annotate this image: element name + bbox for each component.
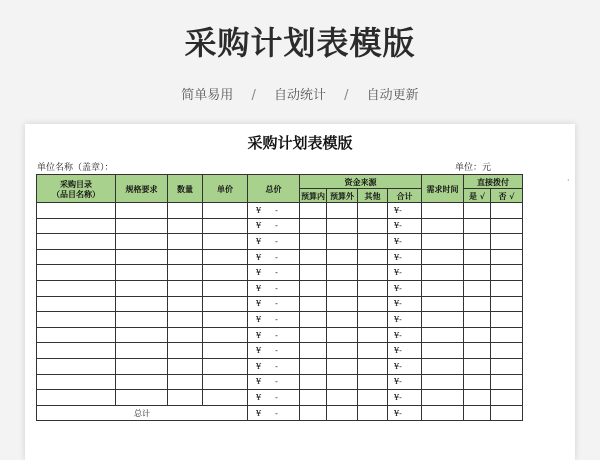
table-cell[interactable]	[37, 203, 116, 219]
funding-cell[interactable]	[358, 265, 388, 281]
table-body	[37, 203, 523, 421]
funding-cell[interactable]	[358, 203, 388, 219]
table-cell[interactable]	[203, 249, 248, 265]
funding-cell[interactable]	[300, 390, 327, 406]
yen-symbol: ¥	[256, 361, 262, 371]
need-time-cell[interactable]	[422, 327, 464, 343]
funding-cell[interactable]	[327, 265, 358, 281]
yen-symbol: ¥	[256, 346, 262, 356]
col-no: 否 √	[491, 189, 523, 203]
table-row	[37, 358, 523, 374]
no-cell[interactable]	[491, 312, 523, 328]
table-cell[interactable]	[116, 358, 168, 374]
table-cell[interactable]	[203, 234, 248, 250]
table-cell[interactable]	[116, 390, 168, 406]
funding-cell[interactable]	[300, 234, 327, 250]
subtotal-cell[interactable]: ¥-	[388, 343, 422, 359]
subtotal-cell[interactable]: ¥-	[388, 203, 422, 219]
table-cell[interactable]	[37, 390, 116, 406]
table-cell[interactable]	[37, 280, 116, 296]
total-price-cell[interactable]	[248, 374, 300, 390]
yen-symbol: ¥	[256, 221, 262, 231]
dash-value: -	[275, 314, 278, 324]
funding-cell[interactable]	[327, 280, 358, 296]
funding-cell[interactable]	[358, 280, 388, 296]
yen-symbol: ¥	[256, 236, 262, 246]
yes-cell[interactable]	[464, 358, 491, 374]
table-row	[37, 234, 523, 250]
dash-value: -	[275, 283, 278, 293]
table-cell[interactable]	[116, 296, 168, 312]
no-cell[interactable]	[491, 358, 523, 374]
col-budget-in: 预算内	[301, 190, 325, 201]
total-price-cell[interactable]	[248, 296, 300, 312]
col-need-time: 需求时间	[422, 175, 464, 203]
table-row	[37, 203, 523, 219]
dash-value: -	[275, 361, 278, 371]
funding-cell[interactable]	[358, 358, 388, 374]
table-row	[37, 265, 523, 281]
table-cell[interactable]	[168, 234, 203, 250]
table-cell[interactable]	[37, 234, 116, 250]
yen-symbol: ¥	[256, 252, 262, 262]
col-funding: 资金来源	[300, 175, 422, 189]
funding-cell[interactable]	[327, 374, 358, 390]
table-cell[interactable]	[203, 280, 248, 296]
table-cell[interactable]	[168, 327, 203, 343]
cell-marker: ·	[567, 176, 570, 185]
yen-symbol: ¥	[256, 377, 262, 387]
table-cell[interactable]	[37, 312, 116, 328]
funding-cell[interactable]	[327, 234, 358, 250]
yes-cell[interactable]	[464, 280, 491, 296]
table-cell[interactable]	[168, 358, 203, 374]
yen-symbol: ¥	[256, 408, 262, 418]
table-cell[interactable]	[37, 374, 116, 390]
no-cell[interactable]	[491, 265, 523, 281]
yes-cell[interactable]	[464, 327, 491, 343]
funding-cell[interactable]	[300, 218, 327, 234]
total-label: 总计	[37, 405, 248, 421]
dash-value: -	[275, 408, 278, 418]
funding-cell[interactable]	[358, 343, 388, 359]
yes-cell[interactable]	[464, 265, 491, 281]
table-cell[interactable]	[116, 312, 168, 328]
total-row	[37, 405, 523, 421]
funding-cell[interactable]	[300, 327, 327, 343]
tag-auto-stats: 自动统计	[273, 88, 326, 103]
funding-cell[interactable]	[358, 312, 388, 328]
currency-unit-label: 单位：元	[455, 163, 492, 173]
spreadsheet-preview	[25, 124, 575, 460]
funding-cell[interactable]	[358, 390, 388, 406]
table-row	[37, 280, 523, 296]
table-cell[interactable]	[37, 249, 116, 265]
total-price-cell[interactable]	[248, 327, 300, 343]
table-cell[interactable]	[37, 296, 116, 312]
no-cell[interactable]	[491, 280, 523, 296]
table-cell[interactable]	[203, 296, 248, 312]
funding-cell[interactable]	[300, 358, 327, 374]
table-row	[37, 374, 523, 390]
yes-cell[interactable]	[464, 405, 491, 421]
yes-cell[interactable]	[464, 234, 491, 250]
no-cell[interactable]	[491, 218, 523, 234]
total-price-cell[interactable]	[248, 234, 300, 250]
table-cell[interactable]	[37, 265, 116, 281]
no-cell[interactable]	[491, 390, 523, 406]
need-time-cell[interactable]	[422, 280, 464, 296]
funding-cell[interactable]	[300, 296, 327, 312]
col-other: 其他	[358, 189, 388, 203]
total-price-cell[interactable]	[248, 203, 300, 219]
no-cell[interactable]	[491, 374, 523, 390]
table-row	[37, 249, 523, 265]
subtotal-cell[interactable]: ¥-	[388, 218, 422, 234]
total-price-cell[interactable]	[248, 312, 300, 328]
yes-cell[interactable]	[464, 390, 491, 406]
funding-cell[interactable]	[358, 234, 388, 250]
subtotal-cell[interactable]: ¥-	[388, 249, 422, 265]
total-price-cell[interactable]	[248, 405, 300, 421]
dash-value: -	[275, 377, 278, 387]
sheet-title: 采购计划表模版	[247, 134, 353, 152]
funding-cell[interactable]	[300, 343, 327, 359]
unit-name-label: 单位名称（盖章）：	[37, 163, 114, 173]
funding-cell[interactable]	[358, 296, 388, 312]
dash-value: -	[275, 236, 278, 246]
table-cell[interactable]	[203, 203, 248, 219]
need-time-cell[interactable]	[422, 390, 464, 406]
funding-cell[interactable]	[327, 203, 358, 219]
table-row	[37, 296, 523, 312]
need-time-cell[interactable]	[422, 405, 464, 421]
dash-value: -	[275, 299, 278, 309]
no-cell[interactable]	[491, 327, 523, 343]
table-row	[37, 343, 523, 359]
table-cell[interactable]	[203, 265, 248, 281]
funding-cell[interactable]	[327, 390, 358, 406]
dash-value: -	[275, 205, 278, 215]
no-cell[interactable]	[491, 203, 523, 219]
funding-cell[interactable]	[358, 327, 388, 343]
col-qty: 数量	[168, 175, 203, 203]
yes-cell[interactable]	[464, 343, 491, 359]
funding-cell[interactable]	[327, 405, 358, 421]
table-cell[interactable]	[116, 234, 168, 250]
dash-value: -	[275, 346, 278, 356]
no-cell[interactable]	[491, 249, 523, 265]
need-time-cell[interactable]	[422, 203, 464, 219]
feature-tags	[0, 84, 600, 103]
funding-cell[interactable]	[327, 218, 358, 234]
yen-symbol: ¥	[256, 299, 262, 309]
dash-value: -	[275, 268, 278, 278]
table-cell[interactable]	[116, 265, 168, 281]
table-row	[37, 327, 523, 343]
table-cell[interactable]	[168, 218, 203, 234]
need-time-cell[interactable]	[422, 374, 464, 390]
yes-cell[interactable]	[464, 296, 491, 312]
table-cell[interactable]	[116, 203, 168, 219]
table-cell[interactable]	[116, 249, 168, 265]
funding-cell[interactable]	[327, 249, 358, 265]
col-direct-pay: 直接拨付	[464, 175, 523, 189]
table-cell[interactable]	[203, 312, 248, 328]
purchase-plan-table	[36, 174, 523, 421]
col-item: 采购目录 （品目名称）	[37, 175, 116, 203]
yen-symbol: ¥	[256, 283, 262, 293]
total-price-cell[interactable]	[248, 218, 300, 234]
table-cell[interactable]	[168, 343, 203, 359]
dash-value: -	[275, 221, 278, 231]
subtotal-cell[interactable]: ¥-	[388, 265, 422, 281]
need-time-cell[interactable]	[422, 358, 464, 374]
subtotal-cell[interactable]: ¥-	[388, 280, 422, 296]
yen-symbol: ¥	[256, 268, 262, 278]
yes-cell[interactable]	[464, 249, 491, 265]
subtotal-cell[interactable]: ¥-	[388, 327, 422, 343]
funding-cell[interactable]	[358, 218, 388, 234]
funding-cell[interactable]	[300, 405, 327, 421]
funding-cell[interactable]	[300, 312, 327, 328]
subtotal-cell[interactable]: ¥-	[388, 405, 422, 421]
yen-symbol: ¥	[256, 314, 262, 324]
table-cell[interactable]	[168, 312, 203, 328]
funding-cell[interactable]	[300, 203, 327, 219]
need-time-cell[interactable]	[422, 218, 464, 234]
table-cell[interactable]	[37, 358, 116, 374]
total-price-cell[interactable]	[248, 343, 300, 359]
no-cell[interactable]	[491, 234, 523, 250]
table-cell[interactable]	[203, 390, 248, 406]
no-cell[interactable]	[491, 343, 523, 359]
yes-cell[interactable]	[464, 203, 491, 219]
funding-cell[interactable]	[327, 312, 358, 328]
table-cell[interactable]	[203, 374, 248, 390]
yes-cell[interactable]	[464, 312, 491, 328]
total-price-cell[interactable]	[248, 265, 300, 281]
total-price-cell[interactable]	[248, 390, 300, 406]
no-cell[interactable]	[491, 405, 523, 421]
table-cell[interactable]	[203, 327, 248, 343]
tag-separator: /	[344, 88, 349, 103]
table-cell[interactable]	[203, 358, 248, 374]
table-cell[interactable]	[168, 249, 203, 265]
dash-value: -	[275, 392, 278, 402]
col-budget-out: 预算外	[327, 189, 358, 203]
col-yes: 是 √	[464, 189, 491, 203]
funding-cell[interactable]	[300, 374, 327, 390]
table-cell[interactable]	[168, 203, 203, 219]
funding-cell[interactable]	[300, 265, 327, 281]
need-time-cell[interactable]	[422, 343, 464, 359]
need-time-cell[interactable]	[422, 296, 464, 312]
yes-cell[interactable]	[464, 218, 491, 234]
need-time-cell[interactable]	[422, 265, 464, 281]
funding-cell[interactable]	[327, 358, 358, 374]
funding-cell[interactable]	[358, 374, 388, 390]
table-cell[interactable]	[116, 343, 168, 359]
funding-cell[interactable]	[300, 249, 327, 265]
total-price-cell[interactable]	[248, 280, 300, 296]
funding-cell[interactable]	[358, 249, 388, 265]
need-time-cell[interactable]	[422, 312, 464, 328]
need-time-cell[interactable]	[422, 234, 464, 250]
table-cell[interactable]	[203, 218, 248, 234]
dash-value: -	[275, 252, 278, 262]
funding-cell[interactable]	[358, 405, 388, 421]
tag-auto-update: 自动更新	[366, 88, 419, 103]
tag-separator: /	[251, 88, 256, 103]
col-subtotal: 合计	[388, 189, 422, 203]
funding-cell[interactable]	[327, 327, 358, 343]
subtotal-cell[interactable]: ¥-	[388, 390, 422, 406]
funding-cell[interactable]	[327, 296, 358, 312]
tag-easy: 简单易用	[181, 88, 234, 103]
col-price: 单价	[203, 175, 248, 203]
table-cell[interactable]	[116, 327, 168, 343]
total-price-cell[interactable]	[248, 358, 300, 374]
table-cell[interactable]	[168, 390, 203, 406]
total-price-cell[interactable]	[248, 249, 300, 265]
yen-symbol: ¥	[256, 392, 262, 402]
table-cell[interactable]	[168, 280, 203, 296]
page-title: 采购计划表模版	[184, 24, 416, 62]
table-cell[interactable]	[116, 280, 168, 296]
table-row	[37, 218, 523, 234]
table-cell[interactable]	[37, 343, 116, 359]
subtotal-cell[interactable]: ¥-	[388, 312, 422, 328]
no-cell[interactable]	[491, 296, 523, 312]
table-cell[interactable]	[116, 374, 168, 390]
yes-cell[interactable]	[464, 374, 491, 390]
table-row	[37, 390, 523, 406]
need-time-cell[interactable]	[422, 249, 464, 265]
subtotal-cell[interactable]: ¥-	[388, 296, 422, 312]
table-cell[interactable]	[203, 343, 248, 359]
table-cell[interactable]	[168, 296, 203, 312]
col-spec: 规格要求	[116, 175, 168, 203]
subtotal-cell[interactable]: ¥-	[388, 374, 422, 390]
subtotal-cell[interactable]: ¥-	[388, 234, 422, 250]
table-cell[interactable]	[37, 327, 116, 343]
subtotal-cell[interactable]: ¥-	[388, 358, 422, 374]
table-row	[37, 312, 523, 328]
table-cell[interactable]	[116, 218, 168, 234]
table-cell[interactable]	[168, 265, 203, 281]
yen-symbol: ¥	[256, 205, 262, 215]
funding-cell[interactable]	[300, 280, 327, 296]
header-row	[37, 175, 523, 189]
table-cell[interactable]	[37, 218, 116, 234]
yen-symbol: ¥	[256, 330, 262, 340]
funding-cell[interactable]	[327, 343, 358, 359]
col-total: 总价	[248, 175, 300, 203]
dash-value: -	[275, 330, 278, 340]
table-cell[interactable]	[168, 374, 203, 390]
